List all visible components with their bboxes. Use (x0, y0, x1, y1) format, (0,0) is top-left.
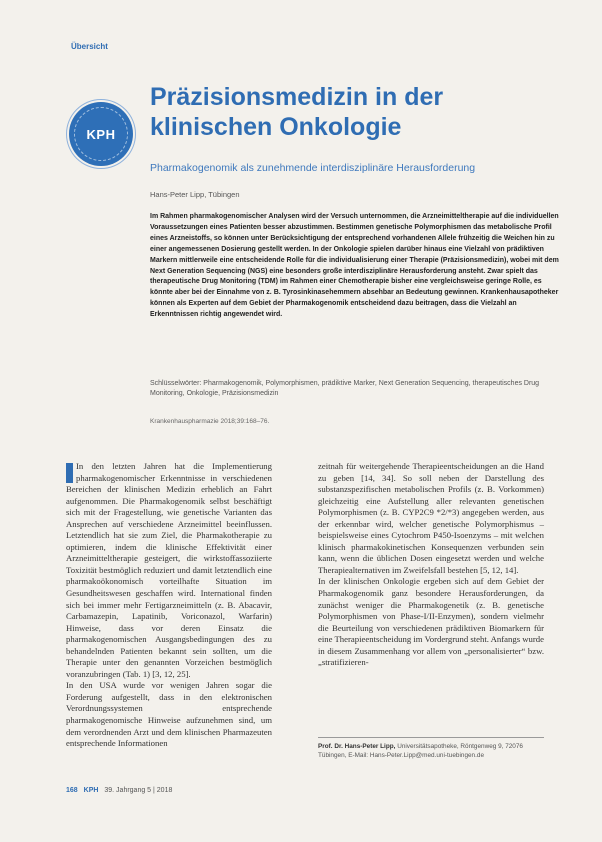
body-paragraph: In der klinischen Onkologie ergeben sich auf dem Gebiet der Pharmakogenomik ganz besondere Herausforderungen, da zunächst weniger die Pharmakogenetik (z. B. genetische Polymorphismen von Phase-I/II-Enzymen), sondern vielmehr die Beurteilung von verschiedenen prädiktiven Biomarkern für eine Therapieentscheidung im Vordergrund steht. Anfangs wurde in diesem Zusammenhang vor allem von „personalisierter“ bzw. „stratifizieren- (318, 576, 544, 668)
author-address (318, 737, 544, 760)
page-footer (66, 787, 172, 794)
citation: Krankenhauspharmazie 2018;39:168–76. (150, 418, 270, 425)
article-author: Hans-Peter Lipp, Tübingen (150, 190, 240, 199)
dropcap-marker (66, 463, 73, 483)
logo-text: KPH (86, 126, 116, 142)
section-label: Übersicht (71, 42, 108, 51)
logo-ring (74, 107, 128, 161)
kph-logo (69, 102, 133, 166)
page-number: 168 (66, 787, 78, 794)
body-paragraph: In den USA wurde vor wenigen Jahren sogar die Forderung aufgestellt, dass in den elektronischen Verordnungssystemen entsprechende pharmakogenomische Hinweise aufzunehmen sind, um dem verordnenden Arzt und dem klinischen Pharmazeuten entsprechende Informationen (66, 680, 272, 749)
body-paragraph: In den letzten Jahren hat die Implementierung pharmakogenomischer Erkenntnisse in verschiedenen Bereichen der klinischen Medizin erheblich an Fahrt aufgenommen. Die Pharmakogenomik selbst beschäftigt sich mit der Fragestellung, wie genetische Varianten das Ansprechen auf verschiedene Arzneimittel beeinflussen. Letztendlich hat sie zum Ziel, die Pharmakotherapie zu optimieren, indem die klinische Effektivität einer Arzneimitteltherapie gesteigert, die wirkstoffassoziierte Toxizität bestmöglich reduziert und damit letztendlich eine pharmakoökonomisch vorteilhafte Situation im Gesundheitswesen geschaffen wird. International finden sich bei immer mehr Fertigarzneimitteln (z. B. Abacavir, Carbamazepin, Lapatinib, Voriconazol, Warfarin) Hinweise, dass vor deren Einsatz die pharmakogenomischen Ausgangsbedingungen des zu behandelnden Patienten bekannt sein sollten, um die Therapie unter den genannten Vorzeichen bestmöglich voranzubringen (Tab. 1) [3, 12, 25]. (66, 461, 272, 679)
footer-brand: KPH (83, 787, 99, 794)
keywords: Schlüsselwörter: Pharmakogenomik, Polymorphismen, prädiktive Marker, Next Generation Sequencing, therapeutisches Drug Monitoring, Onkologie, Präzisionsmedizin (150, 380, 540, 398)
body-column-left (66, 461, 272, 750)
abstract: Im Rahmen pharmakogenomischer Analysen wird der Versuch unternommen, die Arzneimitteltherapie auf die individuellen Voraussetzungen eines Patienten besser abzustimmen. Bestimmen genetische Polymorphismen das metabolische Profil eines Arzneistoffs, so können unter Berücksichtigung der entsprechend vorhandenen Allele frühzeitig die Weichen hin zu einer angemessenen Dosierung gestellt werden. In der Onkologie spielen darüber hinaus eine Vielzahl von prädiktiven Markern mittlerweile eine entscheidende Rolle für die individualisierung einer Therapie (Präzisionsmedizin), wobei mit dem Next Generation Sequencing (NGS) eine besonders große interdisziplinäre Herausforderung ansteht. Zwar spielt das therapeutische Drug Monitoring (TDM) im Rahmen einer Chemotherapie bisher eine vergleichsweise geringe Rolle, es könnte aber bei der Einnahme von z. B. Tyrosinkinasehemmern absehbar an Bedeutung gewinnen. Krankenhausapotheker können als Experten auf dem Gebiet der Pharmakogenomik entscheidend dazu beitragen, dass die Vielzahl an Erkenntnissen richtig angewendet wird. (150, 213, 559, 319)
body-column-right (318, 461, 544, 669)
body-paragraph: zeitnah für weitergehende Therapieentscheidungen an die Hand zu geben [14, 34]. So soll neben der Darstellung des substanzspezifischen metabolischen Profils (z. B. Vorkommen) gleichzeitig eine Aufstellung aller relevanten genetischen Polymorphismen (z. B. CYP2C9 *2/*3) angegeben werden, aus der erkennbar wird, welcher genetische Polymorphismus – beispielsweise eines Cytochrom P450-Isoenzyms – mit welchen klinisch pharmakokinetischen Konsequenzen verbunden sein kann, wenn die üblichen Dosen eingesetzt werden und welche Therapiealternativen im Zweifelsfall bestehen [5, 12, 14]. (318, 461, 544, 575)
article-title: Präzisionsmedizin in der klinischen Onkologie (150, 83, 444, 141)
author-address-name: Prof. Dr. Hans-Peter Lipp, (318, 743, 396, 750)
article-subtitle: Pharmakogenomik als zunehmende interdisziplinäre Herausforderung (150, 162, 476, 174)
footer-issue: 39. Jahrgang 5 | 2018 (104, 787, 173, 794)
author-address-text: Universitätsapotheke, Röntgenweg 9, 72076 Tübingen, E-Mail: Hans-Peter.Lipp@med.uni-tuebingen.de (318, 743, 523, 759)
